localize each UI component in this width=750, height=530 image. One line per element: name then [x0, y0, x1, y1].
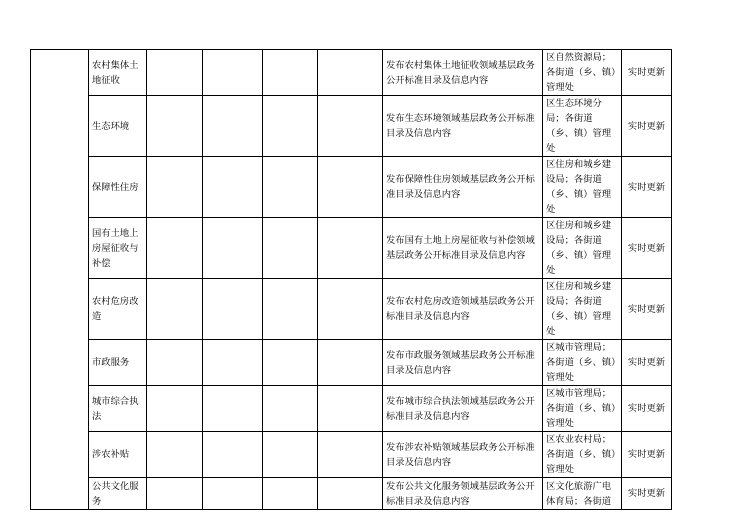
empty-cell	[318, 96, 383, 157]
update-frequency-cell: 实时更新	[622, 478, 672, 510]
department-cell: 区农业农村局；各街道（乡、镇）管理处	[543, 432, 622, 478]
empty-cell	[263, 96, 318, 157]
table-row	[31, 279, 672, 340]
empty-cell	[147, 432, 203, 478]
content-cell: 发布公共文化服务领域基层政务公开标准目录及信息内容	[383, 478, 543, 510]
table-row	[31, 50, 672, 96]
table-row	[31, 96, 672, 157]
empty-cell	[318, 157, 383, 218]
content-cell: 发布国有土地上房屋征收与补偿领域基层政务公开标准目录及信息内容	[383, 218, 543, 279]
update-frequency-cell: 实时更新	[622, 157, 672, 218]
table-row	[31, 432, 672, 478]
empty-cell	[263, 157, 318, 218]
table-body	[31, 50, 672, 510]
disclosure-table	[30, 49, 672, 510]
update-frequency-cell: 实时更新	[622, 218, 672, 279]
empty-cell	[203, 157, 263, 218]
content-cell: 发布农村集体土地征收领域基层政务公开标准目录及信息内容	[383, 50, 543, 96]
content-cell: 发布农村危房改造领域基层政务公开标准目录及信息内容	[383, 279, 543, 340]
item-cell: 保障性住房	[89, 157, 147, 218]
item-cell: 市政服务	[89, 340, 147, 386]
empty-cell	[263, 432, 318, 478]
empty-cell	[318, 279, 383, 340]
empty-cell	[263, 478, 318, 510]
empty-cell	[318, 340, 383, 386]
update-frequency-cell: 实时更新	[622, 96, 672, 157]
empty-cell	[147, 279, 203, 340]
content-cell: 发布涉农补贴领域基层政务公开标准目录及信息内容	[383, 432, 543, 478]
empty-cell	[147, 218, 203, 279]
empty-cell	[318, 386, 383, 432]
merged-first-column-cell	[31, 50, 89, 510]
empty-cell	[203, 279, 263, 340]
department-cell: 区住房和城乡建设局；各街道（乡、镇）管理处	[543, 218, 622, 279]
content-cell: 发布市政服务领域基层政务公开标准目录及信息内容	[383, 340, 543, 386]
empty-cell	[263, 386, 318, 432]
empty-cell	[263, 218, 318, 279]
empty-cell	[147, 157, 203, 218]
empty-cell	[147, 478, 203, 510]
item-cell: 生态环境	[89, 96, 147, 157]
table-row	[31, 386, 672, 432]
department-cell: 区住房和城乡建设局；各街道（乡、镇）管理处	[543, 279, 622, 340]
department-cell: 区城市管理局；各街道（乡、镇）管理处	[543, 340, 622, 386]
department-cell: 区住房和城乡建设局；各街道（乡、镇）管理处	[543, 157, 622, 218]
empty-cell	[147, 96, 203, 157]
update-frequency-cell: 实时更新	[622, 340, 672, 386]
table-row	[31, 157, 672, 218]
table-row	[31, 478, 672, 510]
department-cell: 区生态环境分局；各街道（乡、镇）管理处	[543, 96, 622, 157]
empty-cell	[203, 96, 263, 157]
empty-cell	[147, 50, 203, 96]
item-cell: 涉农补贴	[89, 432, 147, 478]
empty-cell	[147, 386, 203, 432]
item-cell: 国有土地上房屋征收与补偿	[89, 218, 147, 279]
empty-cell	[203, 432, 263, 478]
table-row	[31, 218, 672, 279]
update-frequency-cell: 实时更新	[622, 386, 672, 432]
item-cell: 城市综合执法	[89, 386, 147, 432]
empty-cell	[318, 478, 383, 510]
empty-cell	[318, 50, 383, 96]
empty-cell	[203, 386, 263, 432]
item-cell: 农村危房改造	[89, 279, 147, 340]
department-cell: 区自然资源局；各街道（乡、镇）管理处	[543, 50, 622, 96]
item-cell: 公共文化服务	[89, 478, 147, 510]
empty-cell	[147, 340, 203, 386]
empty-cell	[263, 340, 318, 386]
item-cell: 农村集体土地征收	[89, 50, 147, 96]
empty-cell	[203, 340, 263, 386]
department-cell: 区文化旅游广电体育局；各街道	[543, 478, 622, 510]
empty-cell	[318, 218, 383, 279]
empty-cell	[263, 50, 318, 96]
content-cell: 发布生态环境领域基层政务公开标准目录及信息内容	[383, 96, 543, 157]
empty-cell	[263, 279, 318, 340]
content-cell: 发布城市综合执法领域基层政务公开标准目录及信息内容	[383, 386, 543, 432]
table-row	[31, 340, 672, 386]
update-frequency-cell: 实时更新	[622, 279, 672, 340]
empty-cell	[318, 432, 383, 478]
empty-cell	[203, 50, 263, 96]
empty-cell	[203, 478, 263, 510]
empty-cell	[203, 218, 263, 279]
update-frequency-cell: 实时更新	[622, 50, 672, 96]
update-frequency-cell: 实时更新	[622, 432, 672, 478]
content-cell: 发布保障性住房领域基层政务公开标准目录及信息内容	[383, 157, 543, 218]
department-cell: 区城市管理局；各街道（乡、镇）管理处	[543, 386, 622, 432]
